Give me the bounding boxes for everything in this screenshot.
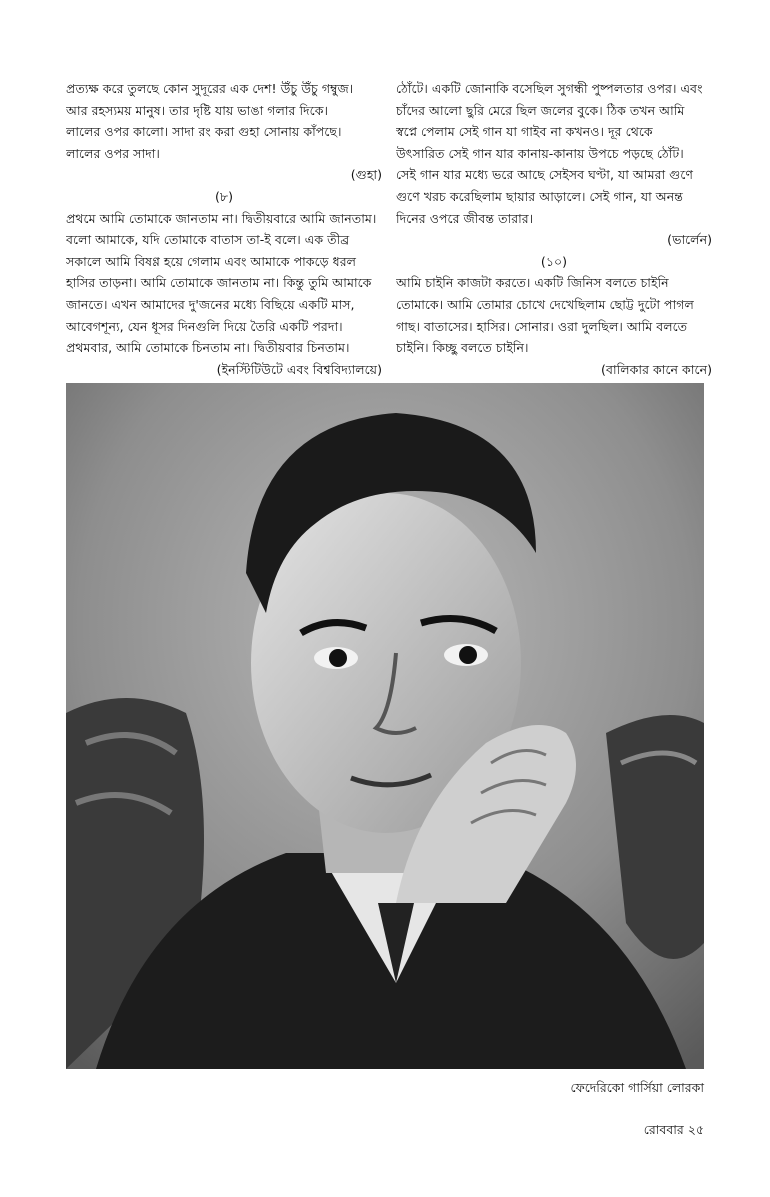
text-line: সকালে আমি বিষণ্ণ হয়ে গেলাম এবং আমাকে পাকড়ে ধরল bbox=[66, 253, 357, 269]
text-line: বলো আমাকে, যদি তোমাকে বাতাস তা-ই বলে। এক তীব্র bbox=[66, 232, 350, 248]
poem-title-signature: (ভার্লেন) bbox=[667, 232, 712, 248]
poem-number: (১০) bbox=[540, 253, 568, 269]
text-line: প্রথমবার, আমি তোমাকে চিনতাম না। দ্বিতীয়বার চিনতাম। bbox=[66, 340, 350, 356]
text-line: গুণে খরচ করেছিলাম ছায়ার আড়ালে। সেই গান, যা অনন্ত bbox=[396, 188, 683, 204]
text-line: সেই গান যার মধ্যে ভরে আছে সেইসব ঘণ্টা, যা আমরা গুণে bbox=[396, 167, 693, 183]
text-line: আবেগশূন্য, যেন ধূসর দিনগুলি দিয়ে তৈরি একটি পরদা। bbox=[66, 318, 343, 334]
poem-title-signature: (ইনস্টিটিউটে এবং বিশ্ববিদ্যালয়ে) bbox=[216, 361, 382, 377]
poem-title-signature: (গুহা) bbox=[350, 167, 382, 183]
text-line: ঠোঁটে। একটি জোনাকি বসেছিল সুগন্ধী পুষ্পলতার ওপর। এবং bbox=[396, 81, 703, 96]
text-line: স্বপ্নে পেলাম সেই গান যা গাইব না কখনও। দূর থেকে bbox=[396, 124, 653, 140]
poem-title-signature: (বালিকার কানে কানে) bbox=[601, 361, 712, 377]
text-line: চাইনি। কিচ্ছু বলতে চাইনি। bbox=[396, 340, 529, 356]
text-line: উৎসারিত সেই গান যার কানায়-কানায় উপচে পড়ছে ঠোঁট। bbox=[396, 145, 684, 161]
portrait-photo bbox=[66, 383, 704, 1069]
text-line: প্রত্যক্ষ করে তুলছে কোন সুদূরের এক দেশ! উঁচু উঁচু গম্বুজ। bbox=[66, 81, 354, 96]
text-line: প্রথমে আমি তোমাকে জানতাম না। দ্বিতীয়বারে আমি জানতাম। bbox=[66, 210, 377, 226]
poem-number: (৮) bbox=[215, 188, 233, 204]
page-footer: রোববার ২৫ bbox=[643, 1122, 704, 1137]
text-line: দিনের ওপরে জীবন্ত তারার। bbox=[396, 210, 534, 226]
right-column bbox=[396, 78, 712, 424]
text-line: চাঁদের আলো ছুরি মেরে ছিল জলের বুকে। ঠিক তখন আমি bbox=[396, 102, 685, 118]
text-line: লালের ওপর কালো। সাদা রং করা গুহা সোনায় কাঁপছে। bbox=[66, 124, 342, 140]
text-line: আর রহস্যময় মানুষ। তার দৃষ্টি যায় ভাঙা গলার দিকে। bbox=[66, 102, 329, 118]
photo-caption: ফেদেরিকো গার্সিয়া লোরকা bbox=[570, 1080, 704, 1095]
text-line: আমি চাইনি কাজটা করতে। একটি জিনিস বলতে চাইনি bbox=[396, 275, 669, 291]
text-line: তোমাকে। আমি তোমার চোখে দেখেছিলাম ছোট্ট দুটো পাগল bbox=[396, 296, 694, 312]
text-line: গাছ। বাতাসের। হাসির। সোনার। ওরা দুলছিল। আমি বলতে bbox=[396, 318, 688, 334]
left-column bbox=[66, 78, 382, 424]
text-line: লালের ওপর সাদা। bbox=[66, 145, 160, 161]
text-line: হাসির তাড়না। আমি তোমাকে জানতাম না। কিন্তু তুমি আমাকে bbox=[66, 275, 372, 291]
text-line: জানতে। এখন আমাদের দু'জনের মধ্যে বিছিয়ে একটি মাস, bbox=[66, 296, 355, 312]
